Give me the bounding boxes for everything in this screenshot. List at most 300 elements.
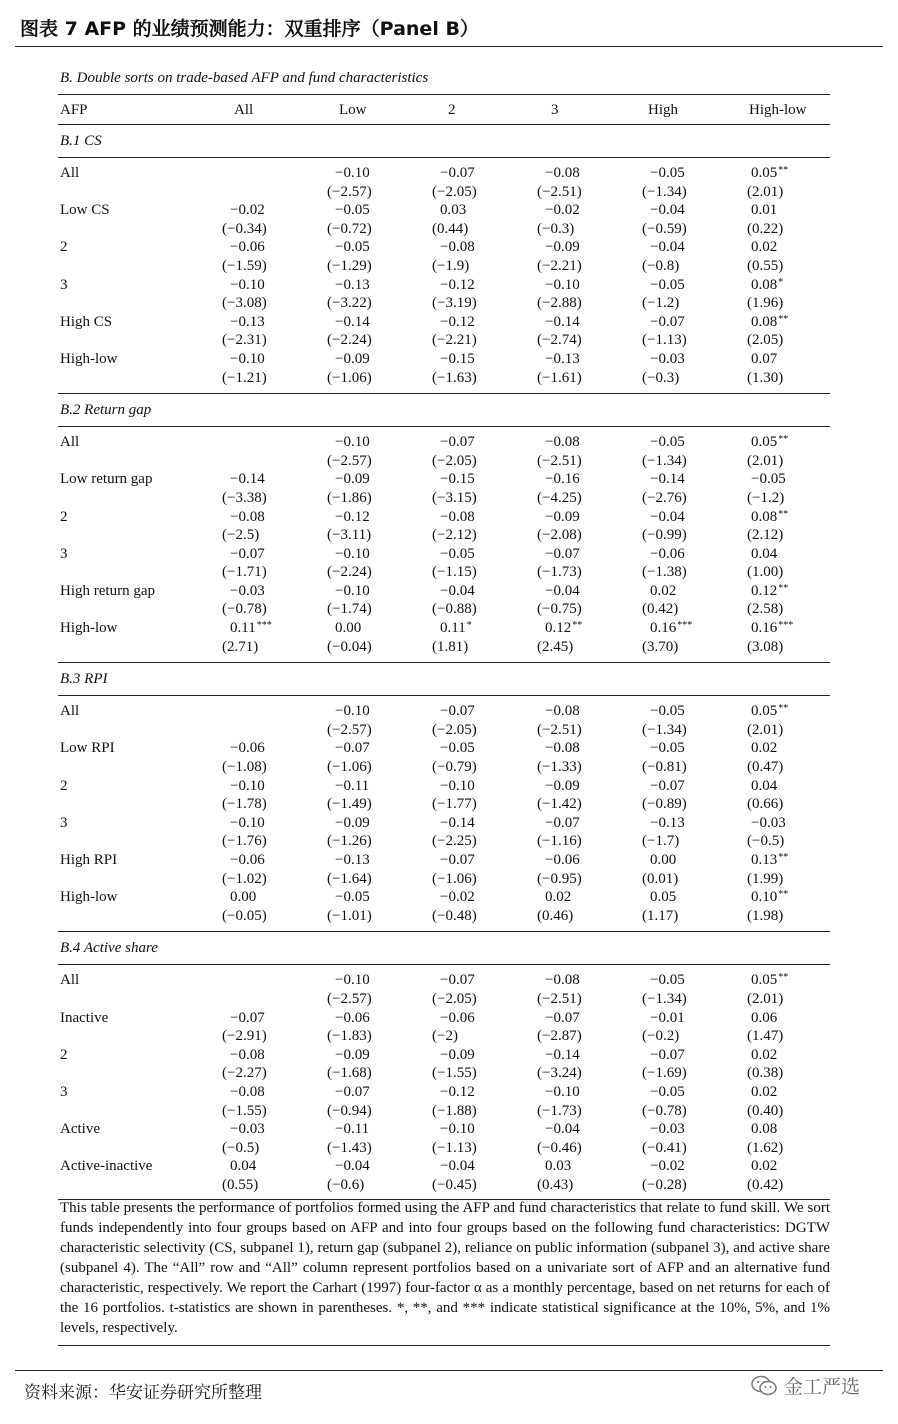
coefficient-cell: 0.01 <box>751 202 778 219</box>
tstat-cell: (−2.24) <box>327 564 372 581</box>
tstat-cell: (−2.76) <box>642 489 687 506</box>
table-row <box>58 739 830 758</box>
tstat-cell: (0.44) <box>432 220 469 237</box>
coefficient-cell: −0.10 <box>230 276 265 293</box>
coefficient-cell: −0.07 <box>650 777 685 794</box>
coefficient-cell: −0.07 <box>335 1083 370 1100</box>
tstat-cell: (0.43) <box>537 1176 574 1193</box>
tstat-cell: (−1.02) <box>222 870 267 887</box>
coefficient-cell: −0.10 <box>335 434 370 451</box>
results-table <box>58 96 830 1200</box>
coefficient-cell: 0.06 <box>751 1009 778 1026</box>
coefficient-cell: 0.08 <box>751 1121 778 1138</box>
tstat-cell: (−2.51) <box>537 990 582 1007</box>
tstat-cell: (−1.76) <box>222 833 267 850</box>
tstat-cell: (2.12) <box>747 527 784 544</box>
tstat-cell: (−2.88) <box>537 295 582 312</box>
coefficient-cell: −0.02 <box>230 202 265 219</box>
coefficient-cell: −0.06 <box>545 852 580 868</box>
row-label: Active-inactive <box>60 1158 153 1175</box>
coefficient-cell: −0.05 <box>650 434 685 451</box>
row-label-empty <box>58 220 200 239</box>
section-title: B.2 Return gap <box>58 394 830 427</box>
coefficient-cell: −0.06 <box>335 1009 370 1026</box>
tstat-cell: (0.46) <box>537 907 574 924</box>
tstat-cell: (−0.8) <box>642 257 680 274</box>
tstat-cell: (−2.25) <box>432 833 477 850</box>
row-label-empty <box>58 638 200 657</box>
row-label-empty <box>58 369 200 388</box>
coefficient-cell: −0.14 <box>335 313 370 330</box>
row-label: Active <box>60 1121 100 1138</box>
coefficient-cell: −0.05 <box>650 1083 685 1100</box>
coefficient-cell: −0.13 <box>545 350 580 367</box>
coefficient-cell: −0.06 <box>230 852 265 868</box>
tstat-cell: (2.01) <box>747 990 784 1007</box>
tstat-cell: (−0.72) <box>327 220 372 237</box>
tstat-cell: (−2.21) <box>537 257 582 274</box>
tstat-cell: (0.22) <box>747 220 784 237</box>
row-label-empty <box>58 870 200 889</box>
table-row-tstat <box>58 452 830 471</box>
coefficient-cell: −0.07 <box>440 972 475 989</box>
tstat-cell: (−0.48) <box>432 907 477 924</box>
coefficient-cell: −0.14 <box>440 814 475 831</box>
tstat-cell: (−0.75) <box>537 601 582 618</box>
table-row <box>58 702 830 721</box>
coefficient-cell: 0.16*** <box>650 620 693 637</box>
tstat-cell: (−1.13) <box>642 332 687 349</box>
table-top-rule <box>58 94 830 95</box>
tstat-cell: (−0.5) <box>222 1139 260 1156</box>
row-label: High CS <box>60 313 113 330</box>
row-label-empty <box>58 489 200 508</box>
coefficient-cell: 0.05** <box>751 972 789 989</box>
tstat-cell: (−0.94) <box>327 1102 372 1119</box>
coefficient-cell: −0.08 <box>440 239 475 256</box>
coefficient-cell: −0.05 <box>440 740 475 757</box>
coefficient-cell: −0.08 <box>545 972 580 989</box>
coefficient-cell: 0.03 <box>545 1158 572 1175</box>
section-title: B.4 Active share <box>58 932 830 965</box>
coefficient-cell: −0.09 <box>335 471 370 488</box>
tstat-cell: (0.42) <box>642 601 679 618</box>
coefficient-cell: 0.05** <box>751 703 789 720</box>
row-label: All <box>60 703 80 720</box>
table-row <box>58 201 830 220</box>
table-row <box>58 470 830 489</box>
section-header-row <box>58 663 830 696</box>
tstat-cell: (−2.12) <box>432 527 477 544</box>
row-label: High-low <box>60 620 118 637</box>
coefficient-cell: −0.05 <box>650 165 685 181</box>
coefficient-cell: −0.10 <box>230 350 265 367</box>
coefficient-cell: −0.03 <box>230 582 265 599</box>
coefficient-cell: −0.03 <box>751 814 786 831</box>
coefficient-cell: −0.02 <box>545 202 580 219</box>
coefficient-cell: −0.04 <box>440 582 475 599</box>
table-row <box>58 1046 830 1065</box>
tstat-cell: (−0.3) <box>537 220 575 237</box>
row-label: All <box>60 434 80 451</box>
coefficient-cell: −0.08 <box>545 165 580 181</box>
results-table-container <box>58 96 830 1200</box>
coefficient-cell: −0.14 <box>545 313 580 330</box>
tstat-cell: (0.01) <box>642 870 679 887</box>
tstat-cell: (−1.38) <box>642 564 687 581</box>
tstat-cell: (−0.2) <box>642 1028 680 1045</box>
tstat-cell: (−2.91) <box>222 1028 267 1045</box>
row-label-empty <box>58 526 200 545</box>
coefficient-cell: −0.12 <box>440 313 475 330</box>
coefficient-cell: −0.15 <box>440 350 475 367</box>
source-text: 资料来源：华安证券研究所整理 <box>24 1383 262 1403</box>
table-row-tstat <box>58 795 830 814</box>
tstat-cell: (0.55) <box>222 1176 259 1193</box>
coefficient-cell: −0.05 <box>650 703 685 720</box>
tstat-cell: (−1.69) <box>642 1065 687 1082</box>
tstat-cell: (−0.41) <box>642 1139 687 1156</box>
tstat-cell: (2.05) <box>747 332 784 349</box>
tstat-cell: (−1.49) <box>327 796 372 813</box>
table-row-tstat <box>58 220 830 239</box>
coefficient-cell: −0.07 <box>650 313 685 330</box>
coefficient-cell: −0.02 <box>440 889 475 906</box>
tstat-cell: (−1.64) <box>327 870 372 887</box>
tstat-cell: (−0.78) <box>642 1102 687 1119</box>
tstat-cell: (1.47) <box>747 1028 784 1045</box>
tstat-cell: (2.71) <box>222 638 259 655</box>
section-header-row <box>58 394 830 427</box>
coefficient-cell: 0.08** <box>751 313 789 330</box>
row-label: 3 <box>60 1083 68 1100</box>
coefficient-cell: 0.03 <box>440 202 467 219</box>
coefficient-cell: 0.05** <box>751 434 789 451</box>
coefficient-cell: −0.05 <box>650 740 685 757</box>
coefficient-cell: −0.14 <box>230 471 265 488</box>
table-row-tstat <box>58 638 830 657</box>
tstat-cell: (−1.15) <box>432 564 477 581</box>
tstat-cell <box>200 452 305 471</box>
column-header: Low <box>339 102 367 118</box>
table-row <box>58 313 830 332</box>
coefficient-cell: 0.02 <box>545 889 572 906</box>
table-row <box>58 508 830 527</box>
row-label-empty <box>58 832 200 851</box>
coefficient-cell: −0.09 <box>545 239 580 256</box>
section-title: B.3 RPI <box>58 663 830 696</box>
tstat-cell: (−1.83) <box>327 1028 372 1045</box>
tstat-cell: (−1.34) <box>642 183 687 200</box>
coefficient-cell: −0.10 <box>335 165 370 181</box>
tstat-cell: (0.66) <box>747 796 784 813</box>
tstat-cell: (3.70) <box>642 638 679 655</box>
tstat-cell: (−1.29) <box>327 257 372 274</box>
coefficient-cell: −0.09 <box>335 1046 370 1063</box>
coefficient-cell: −0.07 <box>230 545 265 562</box>
coefficient-cell: −0.06 <box>440 1009 475 1026</box>
coefficient-cell <box>200 164 305 183</box>
coefficient-cell: 0.02 <box>751 1158 778 1175</box>
coefficient-cell: −0.03 <box>650 350 685 367</box>
tstat-cell: (−0.81) <box>642 759 687 776</box>
coefficient-cell: −0.07 <box>440 852 475 868</box>
tstat-cell: (−1.74) <box>327 601 372 618</box>
note-bottom-rule <box>58 1345 830 1346</box>
tstat-cell: (−3.38) <box>222 489 267 506</box>
column-header: AFP <box>60 102 88 118</box>
coefficient-cell: −0.07 <box>335 740 370 757</box>
table-row <box>58 276 830 295</box>
table-row-tstat <box>58 870 830 889</box>
table-row-tstat <box>58 563 830 582</box>
tstat-cell: (−0.28) <box>642 1176 687 1193</box>
coefficient-cell: −0.08 <box>545 703 580 720</box>
table-row-tstat <box>58 758 830 777</box>
tstat-cell: (−1.9) <box>432 257 470 274</box>
tstat-cell: (−1.21) <box>222 369 267 386</box>
coefficient-cell: −0.07 <box>230 1009 265 1026</box>
tstat-cell: (−1.42) <box>537 796 582 813</box>
tstat-cell: (−0.95) <box>537 870 582 887</box>
coefficient-cell: −0.08 <box>230 508 265 525</box>
tstat-cell: (−0.34) <box>222 220 267 237</box>
column-header: All <box>234 102 254 118</box>
coefficient-cell: −0.04 <box>335 1158 370 1175</box>
coefficient-cell: −0.12 <box>440 1083 475 1100</box>
tstat-cell: (2.45) <box>537 638 574 655</box>
tstat-cell: (−3.24) <box>537 1065 582 1082</box>
coefficient-cell: −0.05 <box>650 276 685 293</box>
tstat-cell: (−0.89) <box>642 796 687 813</box>
coefficient-cell: 0.04 <box>751 545 778 562</box>
coefficient-cell: 0.12** <box>751 582 789 599</box>
row-label: 2 <box>60 1046 68 1063</box>
table-row <box>58 164 830 183</box>
coefficient-cell <box>200 433 305 452</box>
coefficient-cell: −0.13 <box>650 814 685 831</box>
brand-name: 金工严选 <box>784 1376 861 1398</box>
coefficient-cell: −0.12 <box>335 508 370 525</box>
coefficient-cell: 0.04 <box>230 1158 257 1175</box>
tstat-cell: (−3.19) <box>432 295 477 312</box>
row-label-empty <box>58 183 200 202</box>
coefficient-cell: −0.04 <box>650 239 685 256</box>
coefficient-cell: −0.06 <box>230 239 265 256</box>
tstat-cell: (−0.04) <box>327 638 372 655</box>
tstat-cell: (−1.71) <box>222 564 267 581</box>
tstat-cell: (−1.26) <box>327 833 372 850</box>
table-row-tstat <box>58 1027 830 1046</box>
row-label: Inactive <box>60 1009 109 1026</box>
tstat-cell: (−1.33) <box>537 759 582 776</box>
row-label: High return gap <box>60 582 155 599</box>
coefficient-cell: −0.04 <box>545 582 580 599</box>
row-label-empty <box>58 990 200 1009</box>
tstat-cell: (−3.15) <box>432 489 477 506</box>
coefficient-cell: −0.09 <box>335 814 370 831</box>
row-label-empty <box>58 1176 200 1195</box>
row-label: 3 <box>60 814 68 831</box>
source-divider <box>15 1370 883 1371</box>
table-row <box>58 1120 830 1139</box>
coefficient-cell: 0.16*** <box>751 620 794 637</box>
tstat-cell: (−0.79) <box>432 759 477 776</box>
tstat-cell: (−3.11) <box>327 527 372 544</box>
coefficient-cell: −0.07 <box>545 545 580 562</box>
tstat-cell: (−0.5) <box>747 833 785 850</box>
coefficient-cell: 0.00 <box>650 852 677 868</box>
tstat-cell: (−2.5) <box>222 527 260 544</box>
tstat-cell: (−1.88) <box>432 1102 477 1119</box>
tstat-cell: (1.98) <box>747 907 784 924</box>
coefficient-cell <box>200 702 305 721</box>
header-row <box>58 96 830 125</box>
coefficient-cell: −0.04 <box>650 202 685 219</box>
tstat-cell: (−2.57) <box>327 452 372 469</box>
table-row-tstat <box>58 183 830 202</box>
tstat-cell: (0.40) <box>747 1102 784 1119</box>
table-row <box>58 851 830 870</box>
panel-title: B. Double sorts on trade-based AFP and fund characteristics <box>60 70 429 86</box>
tstat-cell: (−2.05) <box>432 183 477 200</box>
coefficient-cell: −0.09 <box>440 1046 475 1063</box>
tstat-cell: (−3.22) <box>327 295 372 312</box>
row-label: High RPI <box>60 852 118 868</box>
coefficient-cell: −0.04 <box>650 508 685 525</box>
table-row-tstat <box>58 331 830 350</box>
coefficient-cell: −0.11 <box>335 777 370 794</box>
tstat-cell: (−0.3) <box>642 369 680 386</box>
table-row-tstat <box>58 990 830 1009</box>
coefficient-cell: −0.09 <box>335 350 370 367</box>
coefficient-cell: −0.10 <box>335 582 370 599</box>
table-row-tstat <box>58 907 830 926</box>
table-row <box>58 1083 830 1102</box>
coefficient-cell: −0.10 <box>440 777 475 794</box>
tstat-cell: (1.00) <box>747 564 784 581</box>
section-header-row <box>58 125 830 158</box>
table-row-tstat <box>58 721 830 740</box>
coefficient-cell: 0.12** <box>545 620 583 637</box>
tstat-cell: (−1.77) <box>432 796 477 813</box>
tstat-cell: (−2.51) <box>537 183 582 200</box>
table-row-tstat <box>58 489 830 508</box>
tstat-cell: (−1.59) <box>222 257 267 274</box>
row-label-empty <box>58 1139 200 1158</box>
table-row-tstat <box>58 1139 830 1158</box>
tstat-cell: (1.17) <box>642 907 679 924</box>
tstat-cell: (−1.61) <box>537 369 582 386</box>
coefficient-cell: 0.02 <box>751 740 778 757</box>
tstat-cell: (−0.78) <box>222 601 267 618</box>
tstat-cell: (0.55) <box>747 257 784 274</box>
coefficient-cell: −0.10 <box>545 276 580 293</box>
coefficient-cell: −0.05 <box>335 889 370 906</box>
tstat-cell: (−2.27) <box>222 1065 267 1082</box>
table-row-tstat <box>58 600 830 619</box>
column-header: 3 <box>551 102 559 118</box>
tstat-cell: (−1.16) <box>537 833 582 850</box>
tstat-cell: (−2.08) <box>537 527 582 544</box>
row-label-empty <box>58 721 200 740</box>
coefficient-cell: −0.11 <box>335 1121 370 1138</box>
coefficient-cell: −0.10 <box>335 545 370 562</box>
tstat-cell: (−1.43) <box>327 1139 372 1156</box>
tstat-cell: (3.08) <box>747 638 784 655</box>
tstat-cell: (−4.25) <box>537 489 582 506</box>
table-row-tstat <box>58 526 830 545</box>
tstat-cell: (−0.88) <box>432 601 477 618</box>
coefficient-cell: −0.10 <box>545 1083 580 1100</box>
row-label: Low CS <box>60 202 110 219</box>
coefficient-cell: −0.07 <box>545 1009 580 1026</box>
coefficient-cell: 0.04 <box>751 777 778 794</box>
column-header: 2 <box>448 102 456 118</box>
tstat-cell: (−1.73) <box>537 564 582 581</box>
row-label-empty <box>58 563 200 582</box>
tstat-cell: (−1.63) <box>432 369 477 386</box>
coefficient-cell: −0.12 <box>440 276 475 293</box>
table-row <box>58 433 830 452</box>
tstat-cell: (−2.74) <box>537 332 582 349</box>
table-row <box>58 777 830 796</box>
table-row <box>58 350 830 369</box>
row-label: All <box>60 165 80 181</box>
table-row-tstat <box>58 294 830 313</box>
coefficient-cell: −0.14 <box>650 471 685 488</box>
tstat-cell: (1.81) <box>432 638 469 655</box>
tstat-cell: (−2.05) <box>432 452 477 469</box>
tstat-cell: (−0.05) <box>222 907 267 924</box>
table-row <box>58 814 830 833</box>
coefficient-cell: −0.13 <box>335 276 370 293</box>
coefficient-cell: −0.01 <box>650 1009 685 1026</box>
row-label-empty <box>58 600 200 619</box>
table-row <box>58 238 830 257</box>
coefficient-cell: −0.08 <box>545 434 580 451</box>
table-row-tstat <box>58 257 830 276</box>
column-header: High-low <box>749 102 807 118</box>
row-label-empty <box>58 452 200 471</box>
coefficient-cell: 0.05 <box>650 889 677 906</box>
coefficient-cell: −0.07 <box>440 165 475 181</box>
row-label: 2 <box>60 508 68 525</box>
row-label: Low return gap <box>60 471 153 488</box>
table-row <box>58 582 830 601</box>
tstat-cell: (−3.08) <box>222 295 267 312</box>
coefficient-cell: −0.13 <box>230 313 265 330</box>
coefficient-cell: −0.08 <box>230 1083 265 1100</box>
tstat-cell: (−1.34) <box>642 990 687 1007</box>
table-row <box>58 545 830 564</box>
coefficient-cell: −0.09 <box>545 777 580 794</box>
row-label: 3 <box>60 276 68 293</box>
coefficient-cell: −0.05 <box>335 202 370 219</box>
row-label-empty <box>58 1102 200 1121</box>
column-header: High <box>648 102 678 118</box>
tstat-cell: (−1.2) <box>642 295 680 312</box>
title-divider <box>15 46 883 47</box>
tstat-cell: (−1.08) <box>222 759 267 776</box>
figure-title: 图表 7 AFP 的业绩预测能力：双重排序（Panel B） <box>20 18 479 40</box>
coefficient-cell: 0.02 <box>751 1083 778 1100</box>
tstat-cell: (0.47) <box>747 759 784 776</box>
tstat-cell: (−0.59) <box>642 220 687 237</box>
coefficient-cell: −0.04 <box>545 1121 580 1138</box>
row-label-empty <box>58 1027 200 1046</box>
tstat-cell <box>200 183 305 202</box>
